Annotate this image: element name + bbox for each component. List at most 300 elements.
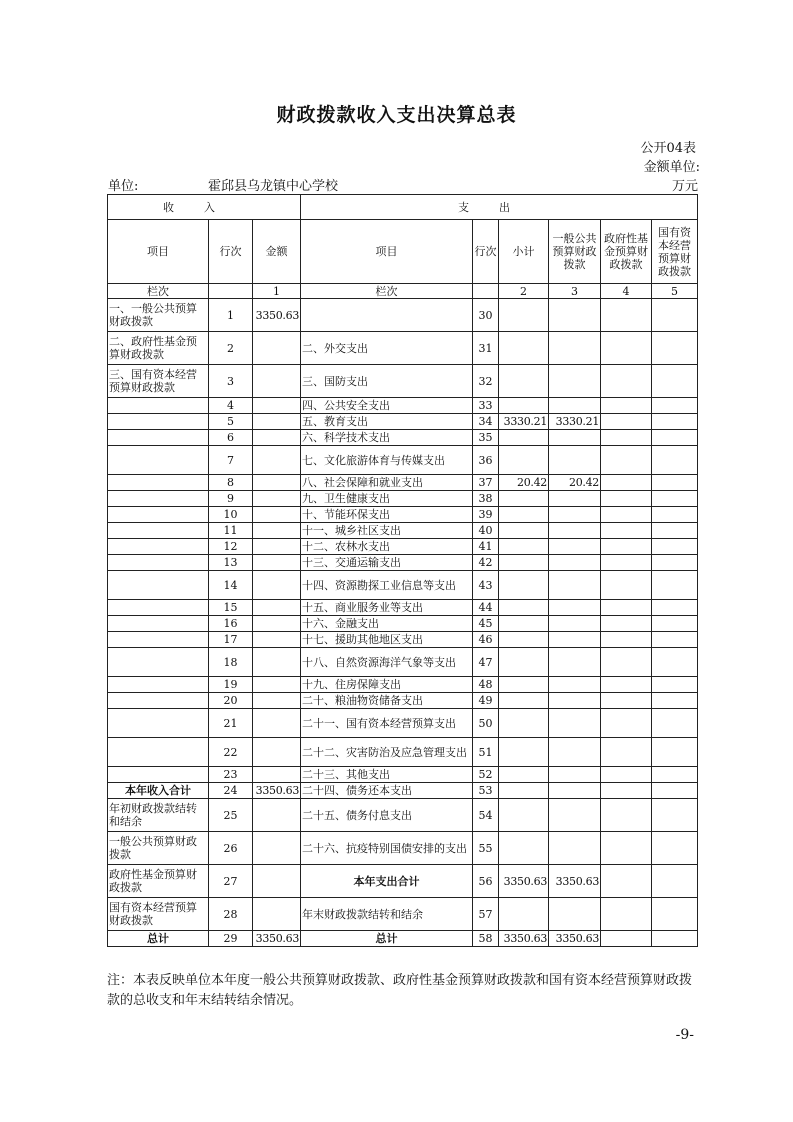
state-capital-value [652,523,698,539]
general-budget-value: 3350.63 [549,865,601,898]
expense-item: 二十五、债务付息支出 [301,799,473,832]
general-budget-value: 3350.63 [549,931,601,947]
state-capital-value [652,446,698,475]
state-capital-value [652,507,698,523]
income-item [108,709,209,738]
general-budget-value [549,767,601,783]
subtotal-value [499,600,549,616]
general-budget-value [549,693,601,709]
expense-col-label: 栏次 [301,284,473,299]
subtotal-value [499,832,549,865]
income-row-no: 3 [209,365,253,398]
expense-item: 五、教育支出 [301,414,473,430]
fund-budget-value [601,365,652,398]
expense-item: 十九、住房保障支出 [301,677,473,693]
fund-budget-value [601,299,652,332]
state-capital-value [652,865,698,898]
income-row-no: 23 [209,767,253,783]
income-row-no: 4 [209,398,253,414]
expense-item: 六、科学技术支出 [301,430,473,446]
subtotal-value [499,677,549,693]
expense-item: 二、外交支出 [301,332,473,365]
income-amount [253,832,301,865]
subtotal-value [499,446,549,475]
income-item [108,677,209,693]
fund-budget-value [601,616,652,632]
state-capital-value [652,600,698,616]
fund-budget-value [601,832,652,865]
income-row-no: 21 [209,709,253,738]
expense-header: 支出 [301,195,698,220]
income-item [108,507,209,523]
expense-item: 年末财政拨款结转和结余 [301,898,473,931]
fund-budget-value [601,475,652,491]
subtotal-value [499,571,549,600]
fund-budget-value [601,332,652,365]
expense-row-no: 49 [473,693,499,709]
expense-row-no: 33 [473,398,499,414]
expense-row-no: 51 [473,738,499,767]
subtotal-value [499,430,549,446]
expense-row-no: 39 [473,507,499,523]
general-budget-value [549,799,601,832]
state-capital-value [652,475,698,491]
subtotal-value [499,783,549,799]
subtotal-value [499,709,549,738]
income-row-no: 17 [209,632,253,648]
general-budget-value [549,555,601,571]
general-budget-value [549,677,601,693]
table-row [108,931,698,947]
subtotal-value [499,398,549,414]
state-capital-value [652,632,698,648]
footnote: 注：本表反映单位本年度一般公共预算财政拨款、政府性基金预算财政拨款和国有资本经营预算财政拨款的总收支和年末结转结余情况。 [107,973,693,1008]
table-row [108,648,698,677]
income-amount [253,523,301,539]
fund-budget-value [601,414,652,430]
general-budget-value [549,600,601,616]
income-amount [253,865,301,898]
col-4: 4 [601,284,652,299]
column-index-row [108,284,698,299]
subtotal-value [499,648,549,677]
income-item [108,616,209,632]
expense-row-no: 55 [473,832,499,865]
subtotal-value [499,555,549,571]
subtotal-value [499,299,549,332]
income-row-no: 10 [209,507,253,523]
expense-row-no: 31 [473,332,499,365]
expense-item: 八、社会保障和就业支出 [301,475,473,491]
table-row [108,430,698,446]
general-budget-value [549,299,601,332]
general-budget-value [549,616,601,632]
expense-row-no: 40 [473,523,499,539]
subtotal-value [499,507,549,523]
income-row-no: 11 [209,523,253,539]
income-amount [253,507,301,523]
income-amount [253,491,301,507]
income-item: 总计 [108,931,209,947]
expense-row-no: 32 [473,365,499,398]
col-2: 2 [499,284,549,299]
expense-item: 十四、资源勘探工业信息等支出 [301,571,473,600]
income-amount [253,767,301,783]
subtotal-value: 3350.63 [499,865,549,898]
general-budget-value [549,832,601,865]
state-capital-value [652,332,698,365]
general-budget-value [549,507,601,523]
final-accounts-table [107,194,698,947]
income-row-no: 24 [209,783,253,799]
state-capital-value [652,571,698,600]
state-capital-value [652,648,698,677]
fund-budget-value [601,491,652,507]
income-row-no: 19 [209,677,253,693]
income-item: 一般公共预算财政拨款 [108,832,209,865]
income-item: 三、国有资本经营预算财政拨款 [108,365,209,398]
fund-budget-value [601,783,652,799]
income-item [108,600,209,616]
expense-row-no: 56 [473,865,499,898]
general-budget-header: 一般公共预算财政拨款 [549,220,601,284]
state-capital-value [652,365,698,398]
state-capital-value [652,709,698,738]
income-amount-header: 金额 [253,220,301,284]
subtotal-value [499,767,549,783]
income-row-no: 1 [209,299,253,332]
income-row-no: 15 [209,600,253,616]
income-item: 年初财政拨款结转和结余 [108,799,209,832]
income-amount: 3350.63 [253,299,301,332]
income-item [108,475,209,491]
income-col-label: 栏次 [108,284,209,299]
expense-item: 十五、商业服务业等支出 [301,600,473,616]
income-item [108,523,209,539]
table-row [108,865,698,898]
table-row [108,677,698,693]
expense-item: 十二、农林水支出 [301,539,473,555]
state-capital-value [652,799,698,832]
income-row-no: 9 [209,491,253,507]
state-capital-value [652,430,698,446]
table-row [108,898,698,931]
income-item [108,446,209,475]
expense-item: 十八、自然资源海洋气象等支出 [301,648,473,677]
income-amount [253,693,301,709]
expense-row-no: 38 [473,491,499,507]
general-budget-value [549,539,601,555]
expense-row-no: 54 [473,799,499,832]
form-number: 公开04表 [640,141,696,156]
income-amount [253,738,301,767]
state-capital-value [652,491,698,507]
expense-item: 总计 [301,931,473,947]
state-capital-value [652,555,698,571]
expense-item [301,299,473,332]
table-row [108,507,698,523]
expense-row-no: 58 [473,931,499,947]
income-amount [253,332,301,365]
expense-row-no: 34 [473,414,499,430]
income-row-no: 26 [209,832,253,865]
fund-budget-value [601,398,652,414]
column-header-row [108,220,698,284]
income-amount [253,571,301,600]
income-header: 收入 [108,195,301,220]
subtotal-value: 3350.63 [499,931,549,947]
subtotal-header: 小计 [499,220,549,284]
general-budget-value [549,783,601,799]
general-budget-value: 3330.21 [549,414,601,430]
income-amount [253,398,301,414]
general-budget-value [549,648,601,677]
income-amount [253,555,301,571]
table-row [108,600,698,616]
income-row-no: 14 [209,571,253,600]
state-capital-value [652,898,698,931]
income-amount [253,632,301,648]
expense-row-no-header: 行次 [473,220,499,284]
income-row-no: 7 [209,446,253,475]
general-budget-value [549,571,601,600]
expense-row-no: 57 [473,898,499,931]
income-amount: 3350.63 [253,783,301,799]
income-amount [253,365,301,398]
subtotal-value [499,898,549,931]
state-capital-value [652,616,698,632]
general-budget-value [549,738,601,767]
expense-row-no: 41 [473,539,499,555]
expense-row-no: 30 [473,299,499,332]
income-amount: 3350.63 [253,931,301,947]
table-row [108,365,698,398]
section-header-row [108,195,698,220]
income-amount [253,600,301,616]
subtotal-value [499,799,549,832]
table-row [108,539,698,555]
subtotal-value [499,616,549,632]
general-budget-value [549,898,601,931]
income-item-header: 项目 [108,220,209,284]
income-row-no: 2 [209,332,253,365]
fund-budget-value [601,677,652,693]
income-row-no-header: 行次 [209,220,253,284]
income-item [108,539,209,555]
income-item [108,491,209,507]
expense-row-no: 48 [473,677,499,693]
expense-item: 九、卫生健康支出 [301,491,473,507]
income-row-no: 12 [209,539,253,555]
unit-value: 万元 [671,179,698,194]
fund-budget-value [601,767,652,783]
income-amount [253,430,301,446]
fund-budget-value [601,738,652,767]
expense-item: 二十六、抗疫特别国债安排的支出 [301,832,473,865]
expense-item: 二十一、国有资本经营预算支出 [301,709,473,738]
expense-item: 七、文化旅游体育与传媒支出 [301,446,473,475]
income-row-no: 5 [209,414,253,430]
col-3: 3 [549,284,601,299]
table-row [108,332,698,365]
expense-row-no: 46 [473,632,499,648]
income-item [108,555,209,571]
income-amount [253,475,301,491]
fund-budget-value [601,709,652,738]
expense-row-no: 47 [473,648,499,677]
general-budget-value [549,332,601,365]
fund-budget-value [601,523,652,539]
income-item: 政府性基金预算财政拨款 [108,865,209,898]
table-row [108,709,698,738]
subtotal-value [499,365,549,398]
expense-item: 二十四、债务还本支出 [301,783,473,799]
state-capital-value [652,832,698,865]
table-row [108,491,698,507]
state-capital-value [652,299,698,332]
unit-name: 霍邱县乌龙镇中心学校 [208,179,339,194]
table-row [108,475,698,491]
income-row-no: 28 [209,898,253,931]
state-capital-value [652,783,698,799]
fund-budget-value [601,931,652,947]
subtotal-value [499,738,549,767]
unit-row [108,175,698,193]
expense-item: 十七、援助其他地区支出 [301,632,473,648]
income-amount [253,709,301,738]
expense-row-no: 44 [473,600,499,616]
expense-row-no: 53 [473,783,499,799]
table-row [108,555,698,571]
general-budget-value [549,709,601,738]
report-title: 财政拨款收入支出决算总表 [276,104,517,126]
general-budget-value [549,398,601,414]
state-capital-value [652,767,698,783]
general-budget-value [549,446,601,475]
expense-row-no: 35 [473,430,499,446]
table-row [108,446,698,475]
income-item [108,430,209,446]
subtotal-value [499,523,549,539]
empty-cell [209,284,253,299]
income-row-no: 20 [209,693,253,709]
income-amount [253,648,301,677]
income-item [108,414,209,430]
fund-budget-value [601,898,652,931]
income-item [108,767,209,783]
income-row-no: 13 [209,555,253,571]
subtotal-value: 3330.21 [499,414,549,430]
income-row-no: 16 [209,616,253,632]
fund-budget-value [601,632,652,648]
income-amount [253,616,301,632]
expense-item: 十、节能环保支出 [301,507,473,523]
subtotal-value [499,693,549,709]
expense-item-header: 项目 [301,220,473,284]
subtotal-value: 20.42 [499,475,549,491]
income-item: 国有资本经营预算财政拨款 [108,898,209,931]
income-row-no: 22 [209,738,253,767]
state-capital-header: 国有资本经营预算财政拨款 [652,220,698,284]
income-item: 一、一般公共预算财政拨款 [108,299,209,332]
income-item: 二、政府性基金预算财政拨款 [108,332,209,365]
expense-item: 十三、交通运输支出 [301,555,473,571]
fund-budget-value [601,507,652,523]
state-capital-value [652,398,698,414]
expense-row-no: 42 [473,555,499,571]
subtotal-value [499,491,549,507]
expense-item: 二十二、灾害防治及应急管理支出 [301,738,473,767]
fund-budget-value [601,539,652,555]
fund-budget-value [601,571,652,600]
expense-row-no: 43 [473,571,499,600]
state-capital-value [652,414,698,430]
expense-row-no: 52 [473,767,499,783]
general-budget-value [549,632,601,648]
general-budget-value [549,491,601,507]
income-amount [253,446,301,475]
income-amount [253,898,301,931]
expense-item: 三、国防支出 [301,365,473,398]
income-item [108,648,209,677]
expense-item: 本年支出合计 [301,865,473,898]
general-budget-value: 20.42 [549,475,601,491]
page-number: -9- [675,1027,694,1043]
table-row [108,832,698,865]
fund-budget-value [601,446,652,475]
income-amount [253,799,301,832]
income-item [108,632,209,648]
income-row-no: 8 [209,475,253,491]
fund-budget-value [601,865,652,898]
income-row-no: 25 [209,799,253,832]
table-row [108,693,698,709]
fund-budget-header: 政府性基金预算财政拨款 [601,220,652,284]
col-1: 1 [253,284,301,299]
expense-row-no: 45 [473,616,499,632]
general-budget-value [549,430,601,446]
fund-budget-value [601,555,652,571]
state-capital-value [652,693,698,709]
state-capital-value [652,677,698,693]
expense-item: 四、公共安全支出 [301,398,473,414]
table-row [108,523,698,539]
expense-item: 二十、粮油物资储备支出 [301,693,473,709]
amount-unit-label: 金额单位: [643,160,700,175]
table-row [108,738,698,767]
income-item [108,398,209,414]
table-row [108,799,698,832]
state-capital-value [652,738,698,767]
fund-budget-value [601,430,652,446]
general-budget-value [549,523,601,539]
income-amount [253,414,301,430]
income-item [108,693,209,709]
table-row [108,783,698,799]
income-amount [253,677,301,693]
expense-item: 十六、金融支出 [301,616,473,632]
expense-item: 十一、城乡社区支出 [301,523,473,539]
expense-row-no: 37 [473,475,499,491]
table-row [108,767,698,783]
expense-row-no: 50 [473,709,499,738]
expense-row-no: 36 [473,446,499,475]
fund-budget-value [601,648,652,677]
table-row [108,414,698,430]
table-row [108,616,698,632]
expense-item: 二十三、其他支出 [301,767,473,783]
fund-budget-value [601,799,652,832]
